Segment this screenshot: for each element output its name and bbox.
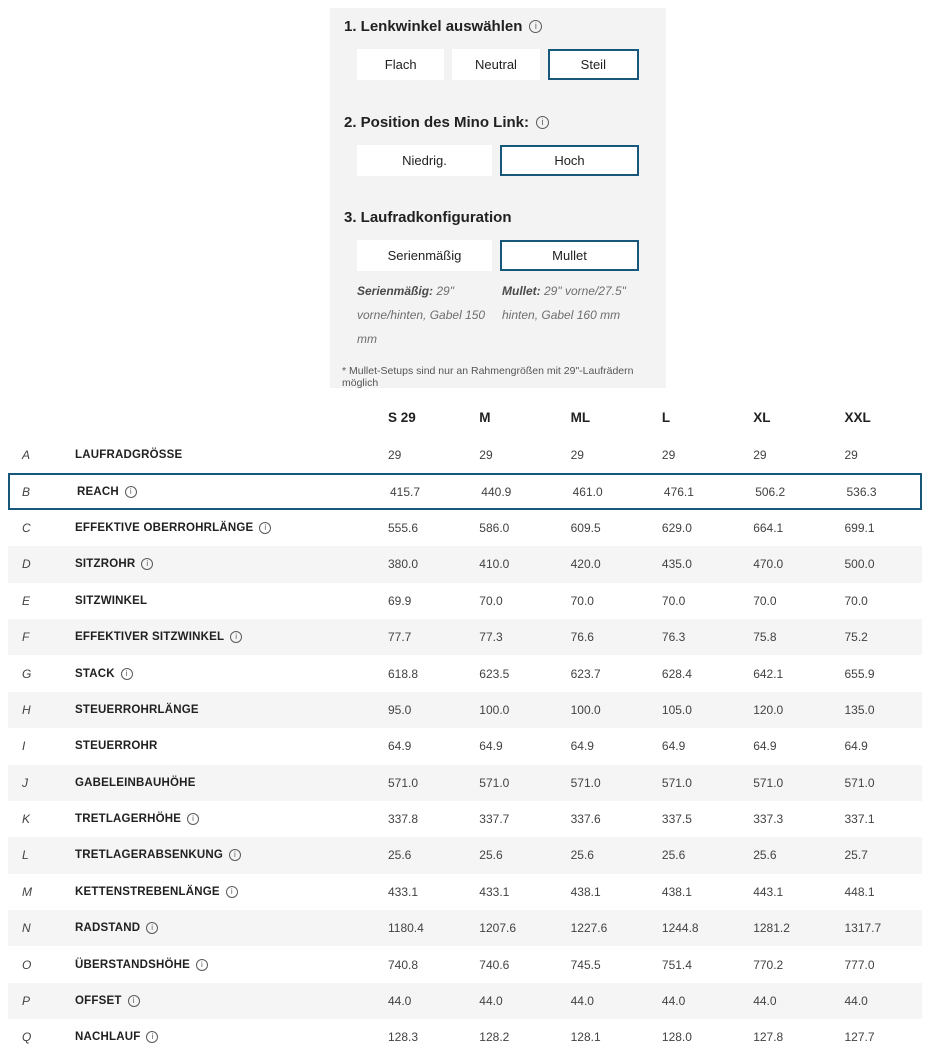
info-icon[interactable]: i (226, 886, 238, 898)
row-label-text: TRETLAGERABSENKUNG (75, 849, 223, 862)
row-label (75, 886, 388, 898)
cell-value: 337.1 (844, 812, 875, 827)
row-label (75, 449, 388, 461)
table-row-j[interactable] (8, 765, 922, 801)
cell-value: 435.0 (661, 557, 692, 572)
row-label-text: RADSTAND (75, 922, 141, 935)
cell-value: 470.0 (753, 557, 784, 572)
cell-value: 70.0 (844, 593, 868, 608)
cell-value: 44.0 (753, 994, 777, 1009)
row-label-text: STACK (75, 667, 115, 680)
info-icon[interactable]: i (230, 631, 242, 643)
info-icon[interactable]: i (536, 116, 549, 129)
lenkwinkel-option-steil[interactable]: Steil (548, 49, 639, 80)
row-label (75, 1031, 388, 1043)
cell-value: 628.4 (661, 666, 692, 681)
size-header-s-29: S 29 (388, 410, 416, 425)
cell-value: 1244.8 (661, 921, 699, 936)
cell-value: 438.1 (570, 884, 601, 899)
cell-value: 1207.6 (479, 921, 516, 936)
row-letter: P (22, 994, 31, 1009)
row-letter: J (22, 775, 28, 790)
geometry-table-body (0, 437, 932, 1054)
cell-value: 337.6 (570, 812, 601, 827)
row-label-text: NACHLAUF (75, 1031, 141, 1044)
cell-value: 29 (753, 448, 767, 463)
cell-value: 44.0 (844, 994, 868, 1009)
row-label-text: REACH (77, 485, 119, 498)
cell-value: 25.6 (388, 848, 412, 863)
cell-value: 410.0 (479, 557, 510, 572)
cell-value: 25.7 (844, 848, 868, 863)
cell-value: 120.0 (753, 702, 784, 717)
row-letter: H (22, 702, 31, 717)
cell-value: 586.0 (479, 520, 510, 535)
table-row-i[interactable] (8, 728, 922, 764)
row-label (75, 995, 388, 1007)
size-header-l: L (661, 410, 671, 425)
cell-value: 500.0 (844, 557, 875, 572)
cell-value: 128.0 (661, 1030, 692, 1045)
cell-value: 536.3 (846, 484, 877, 499)
cell-value: 433.1 (388, 884, 419, 899)
cell-value: 70.0 (661, 593, 686, 608)
cell-value: 571.0 (661, 775, 692, 790)
mullet-description-prefix: Mullet: (502, 284, 541, 298)
cell-value: 64.9 (844, 739, 868, 754)
cell-value: 64.9 (479, 739, 503, 754)
section-title-mino-link (344, 114, 654, 131)
cell-value: 29 (388, 448, 402, 463)
row-label (75, 959, 388, 971)
cell-value: 25.6 (661, 848, 686, 863)
cell-value: 25.6 (753, 848, 777, 863)
table-row-a[interactable] (8, 437, 922, 473)
cell-value: 64.9 (661, 739, 686, 754)
section-title-laufradkonfiguration-text: 3. Laufradkonfiguration (344, 209, 512, 226)
cell-value: 29 (570, 448, 584, 463)
section-title-lenkwinkel (344, 18, 654, 35)
row-letter: F (22, 630, 30, 645)
cell-value: 440.9 (481, 484, 512, 499)
cell-value: 571.0 (753, 775, 784, 790)
cell-value: 1317.7 (844, 921, 882, 936)
cell-value: 128.3 (388, 1030, 419, 1045)
cell-value: 745.5 (570, 957, 601, 972)
cell-value: 64.9 (570, 739, 594, 754)
cell-value: 571.0 (479, 775, 510, 790)
cell-value: 443.1 (753, 884, 784, 899)
cell-value: 476.1 (663, 484, 694, 499)
cell-value: 420.0 (570, 557, 601, 572)
table-row-k[interactable] (8, 801, 922, 837)
row-label-text: ÜBERSTANDSHÖHE (75, 958, 191, 971)
cell-value: 64.9 (388, 739, 412, 754)
cell-value: 415.7 (390, 484, 421, 499)
cell-value: 777.0 (844, 957, 875, 972)
row-label-text: KETTENSTREBENLÄNGE (75, 885, 220, 898)
row-label-text: SITZROHR (75, 558, 136, 571)
table-row-l[interactable] (8, 837, 922, 873)
cell-value: 337.8 (388, 812, 419, 827)
row-letter: N (22, 921, 31, 936)
cell-value: 127.8 (753, 1030, 784, 1045)
laufrad-descriptions (357, 279, 639, 351)
cell-value: 1180.4 (388, 921, 424, 936)
lenkwinkel-button-group (357, 49, 639, 80)
size-header-ml: ML (570, 410, 591, 425)
row-label (75, 668, 388, 680)
row-label-text: GABELEINBAUHÖHE (75, 776, 196, 789)
table-row-n[interactable] (8, 910, 922, 946)
cell-value: 25.6 (570, 848, 594, 863)
serienmaessig-description-text: 29" vorne/hinten, Gabel 150 mm (357, 284, 486, 346)
section-title-lenkwinkel-text: 1. Lenkwinkel auswählen (344, 18, 523, 35)
cell-value: 70.0 (753, 593, 777, 608)
cell-value: 75.2 (844, 630, 868, 645)
section-title-laufradkonfiguration (344, 209, 654, 226)
row-label (75, 704, 388, 716)
row-label (75, 740, 388, 752)
cell-value: 506.2 (755, 484, 786, 499)
cell-value: 555.6 (388, 520, 419, 535)
cell-value: 25.6 (479, 848, 503, 863)
row-letter: O (22, 957, 32, 972)
row-label-text: EFFEKTIVER SITZWINKEL (75, 631, 225, 644)
geometry-table (0, 398, 932, 1054)
geometry-config-panel (330, 8, 666, 388)
cell-value: 433.1 (479, 884, 510, 899)
row-letter: A (22, 448, 31, 463)
laufrad-option-mullet[interactable]: Mullet (500, 240, 639, 271)
row-letter: K (22, 812, 31, 827)
table-row-h[interactable] (8, 692, 922, 728)
mino-link-option-niedrig[interactable]: Niedrig. (357, 145, 492, 176)
row-letter: I (22, 739, 26, 754)
cell-value: 127.7 (844, 1030, 875, 1045)
row-label-text: STEUERROHR (75, 740, 158, 753)
cell-value: 461.0 (572, 484, 603, 499)
row-letter: L (22, 848, 29, 863)
cell-value: 571.0 (844, 775, 875, 790)
cell-value: 623.5 (479, 666, 510, 681)
mullet-description (502, 279, 639, 351)
cell-value: 629.0 (661, 520, 692, 535)
info-icon[interactable]: i (141, 558, 153, 570)
row-letter: E (22, 593, 31, 608)
table-row-g[interactable] (8, 655, 922, 691)
cell-value: 29 (844, 448, 858, 463)
cell-value: 76.6 (570, 630, 594, 645)
cell-value: 655.9 (844, 666, 875, 681)
size-header-xl: XL (753, 410, 771, 425)
mino-link-button-group (357, 145, 639, 176)
cell-value: 699.1 (844, 520, 875, 535)
cell-value: 740.6 (479, 957, 510, 972)
row-letter: Q (22, 1030, 32, 1045)
table-row-q[interactable] (8, 1019, 922, 1054)
cell-value: 337.5 (661, 812, 692, 827)
row-label (75, 922, 388, 934)
serienmaessig-description-prefix: Serienmäßig: (357, 284, 434, 298)
info-icon[interactable]: i (146, 922, 158, 934)
mullet-description-text: 29" vorne/27.5" hinten, Gabel 160 mm (502, 284, 626, 322)
cell-value: 29 (479, 448, 493, 463)
row-letter: M (22, 884, 32, 899)
mino-link-option-hoch[interactable]: Hoch (500, 145, 639, 176)
row-label (75, 813, 388, 825)
cell-value: 29 (661, 448, 676, 463)
cell-value: 44.0 (570, 994, 594, 1009)
cell-value: 44.0 (479, 994, 503, 1009)
serienmaessig-description (357, 279, 494, 351)
table-row-c[interactable] (8, 510, 922, 546)
cell-value: 770.2 (753, 957, 784, 972)
row-label (77, 486, 390, 498)
cell-value: 44.0 (388, 994, 412, 1009)
cell-value: 69.9 (388, 593, 412, 608)
cell-value: 618.8 (388, 666, 419, 681)
cell-value: 75.8 (753, 630, 777, 645)
cell-value: 571.0 (388, 775, 419, 790)
row-label (75, 777, 388, 789)
row-label (75, 558, 388, 570)
cell-value: 100.0 (570, 702, 601, 717)
cell-value: 740.8 (388, 957, 419, 972)
cell-value: 438.1 (661, 884, 692, 899)
info-icon[interactable]: i (146, 1031, 158, 1043)
lenkwinkel-option-flach[interactable]: Flach (357, 49, 444, 80)
row-label (75, 595, 388, 607)
info-icon[interactable]: i (187, 813, 199, 825)
cell-value: 105.0 (661, 702, 692, 717)
row-letter: C (22, 520, 31, 535)
row-label (75, 849, 388, 861)
cell-value: 128.1 (570, 1030, 601, 1045)
laufrad-button-group (357, 240, 639, 271)
cell-value: 448.1 (844, 884, 875, 899)
row-label-text: STEUERROHRLÄNGE (75, 703, 199, 716)
table-row-o[interactable] (8, 946, 922, 982)
size-header-xxl: XXL (844, 410, 871, 425)
cell-value: 623.7 (570, 666, 601, 681)
cell-value: 77.7 (388, 630, 412, 645)
section-title-mino-link-text: 2. Position des Mino Link: (344, 114, 530, 131)
table-row-m[interactable] (8, 874, 922, 910)
cell-value: 1281.2 (753, 921, 790, 936)
cell-value: 76.3 (661, 630, 686, 645)
info-icon[interactable]: i (259, 522, 271, 534)
cell-value: 1227.6 (570, 921, 608, 936)
row-label-text: EFFEKTIVE OBERROHRLÄNGE (75, 521, 254, 534)
table-row-e[interactable] (8, 583, 922, 619)
row-letter: D (22, 557, 31, 572)
cell-value: 44.0 (661, 994, 686, 1009)
cell-value: 64.9 (753, 739, 777, 754)
cell-value: 664.1 (753, 520, 784, 535)
table-row-b[interactable] (8, 473, 922, 509)
lenkwinkel-option-neutral[interactable]: Neutral (452, 49, 539, 80)
row-letter: G (22, 666, 32, 681)
size-header-m: M (479, 410, 491, 425)
row-label (75, 631, 388, 643)
info-icon[interactable]: i (196, 959, 208, 971)
row-label-text: LAUFRADGRÖSSE (75, 449, 183, 462)
table-row-f[interactable] (8, 619, 922, 655)
info-icon[interactable]: i (229, 849, 241, 861)
cell-value: 337.7 (479, 812, 510, 827)
cell-value: 128.2 (479, 1030, 510, 1045)
table-row-p[interactable] (8, 983, 922, 1019)
mullet-footnote: * Mullet-Setups sind nur an Rahmengrößen mit 29"-Laufrädern möglich (342, 365, 634, 389)
info-icon[interactable]: i (128, 995, 140, 1007)
cell-value: 751.4 (661, 957, 692, 972)
cell-value: 95.0 (388, 702, 412, 717)
cell-value: 70.0 (479, 593, 503, 608)
geometry-table-header (8, 398, 922, 437)
cell-value: 642.1 (753, 666, 784, 681)
info-icon[interactable]: i (121, 668, 133, 680)
row-label-text: TRETLAGERHÖHE (75, 813, 182, 826)
table-row-d[interactable] (8, 546, 922, 582)
cell-value: 77.3 (479, 630, 503, 645)
row-label-text: OFFSET (75, 995, 122, 1008)
info-icon[interactable]: i (529, 20, 542, 33)
laufrad-option-serienmaessig[interactable]: Serienmäßig (357, 240, 492, 271)
cell-value: 135.0 (844, 702, 875, 717)
info-icon[interactable]: i (125, 486, 137, 498)
row-label-text: SITZWINKEL (75, 594, 148, 607)
cell-value: 337.3 (753, 812, 784, 827)
cell-value: 70.0 (570, 593, 594, 608)
cell-value: 609.5 (570, 520, 601, 535)
cell-value: 100.0 (479, 702, 510, 717)
row-label (75, 522, 388, 534)
cell-value: 380.0 (388, 557, 419, 572)
row-letter: B (22, 484, 31, 499)
cell-value: 571.0 (570, 775, 601, 790)
